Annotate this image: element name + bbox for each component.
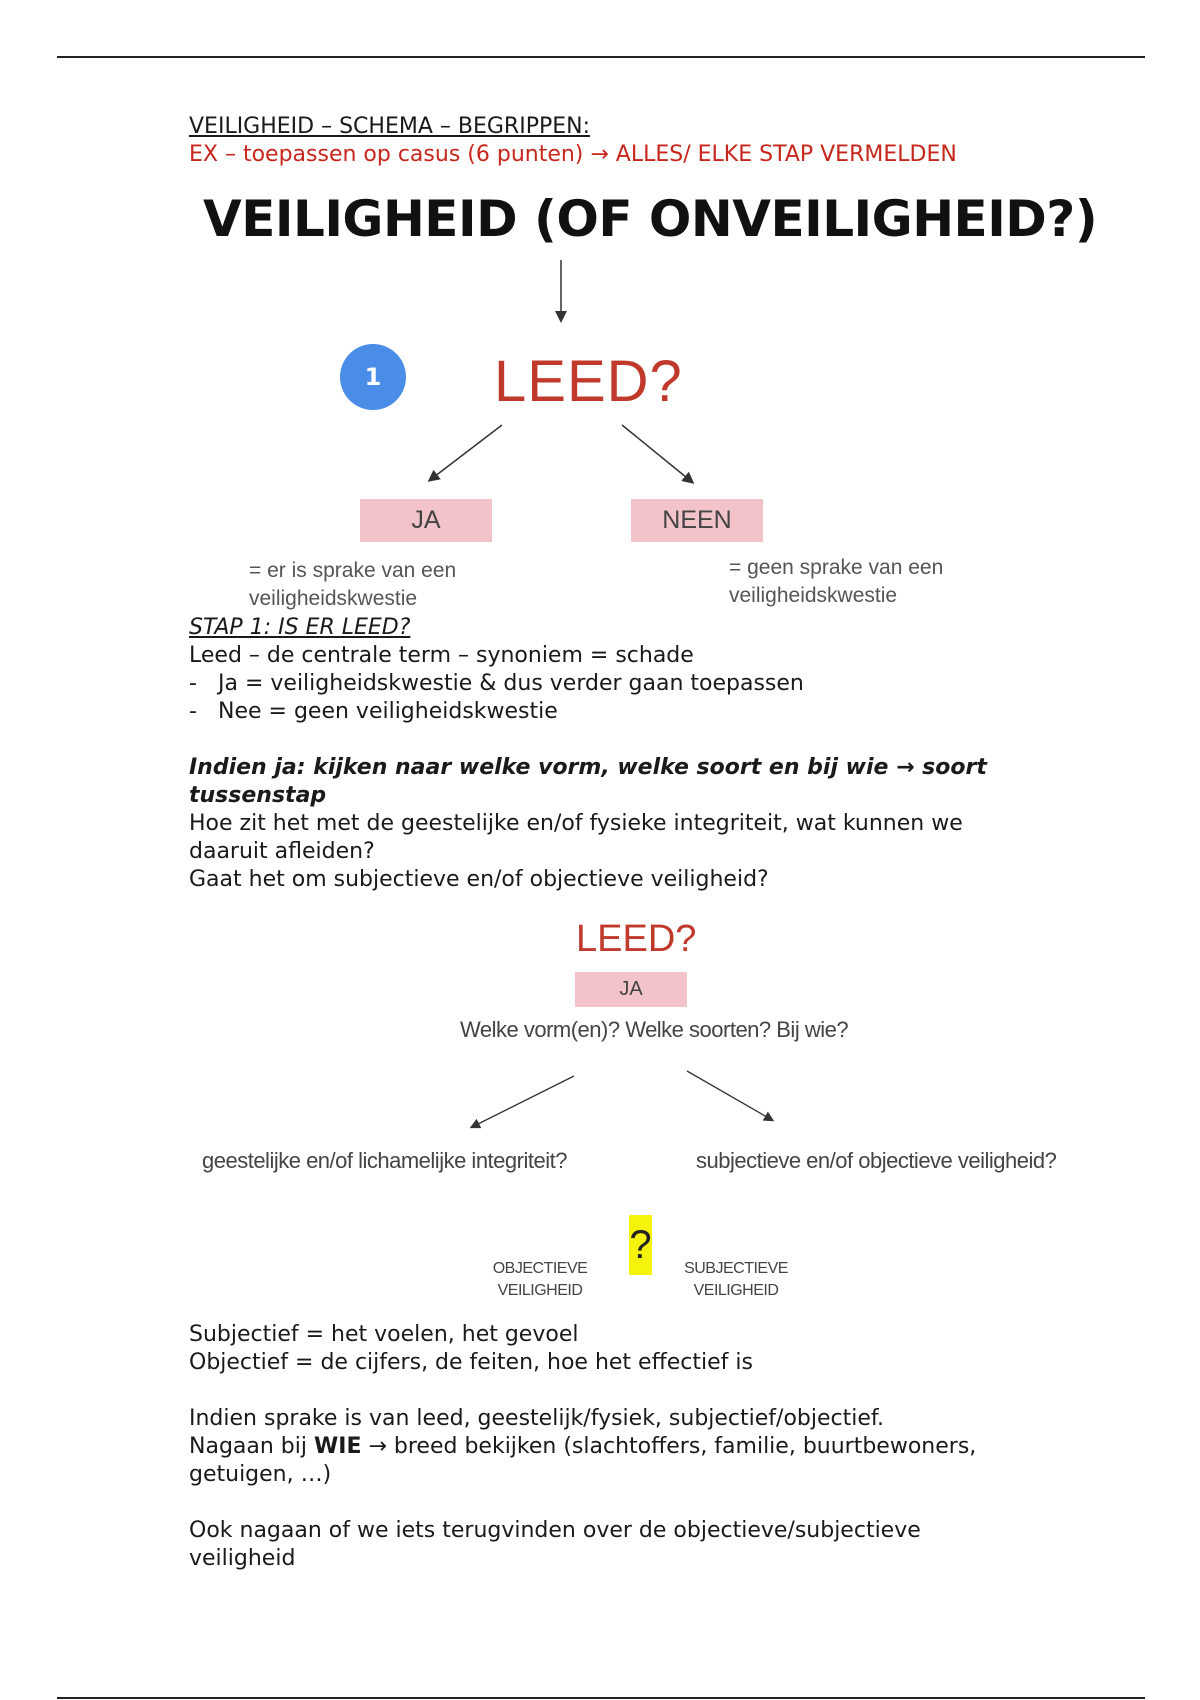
- arrow-to-ja: [430, 425, 502, 480]
- ja-box: JA: [360, 499, 492, 542]
- diagram-main-title: VEILIGHEID (OF ONVEILIGHEID?): [203, 190, 1098, 248]
- list-item: - Nee = geen veiligheidskwestie: [189, 699, 558, 724]
- leed-question: LEED?: [494, 349, 683, 414]
- subjective-label: [680, 1258, 792, 1302]
- neen-note-line1: = geen sprake van een: [729, 556, 944, 579]
- subjective-line1: SUBJECTIEVE: [684, 1260, 788, 1277]
- arrow-to-integriteit: [472, 1076, 574, 1127]
- def-objectief: Objectief = de cijfers, de feiten, hoe het effectief is: [189, 1350, 753, 1375]
- closing-line2-bold: WIE: [314, 1434, 362, 1459]
- closing-line2-pre: Nagaan bij: [189, 1434, 314, 1459]
- bullet-text: Nee = geen veiligheidskwestie: [218, 699, 558, 724]
- objective-label: [484, 1258, 596, 1302]
- neen-note-line2: veiligheidskwestie: [729, 584, 898, 607]
- ja-note: [249, 557, 456, 613]
- step1-definition: Leed – de centrale term – synoniem = schade: [189, 643, 694, 668]
- list-item: - Ja = veiligheidskwestie & dus verder gaan toepassen: [189, 671, 804, 696]
- step-number-badge: 1: [340, 344, 406, 410]
- arrow-to-veiligheid: [687, 1071, 772, 1120]
- bottom-rule: [57, 1697, 1145, 1699]
- ja-box-2: JA: [575, 972, 687, 1007]
- closing-line3: getuigen, …): [189, 1462, 332, 1487]
- neen-note: [729, 554, 943, 610]
- bullet-text: Ja = veiligheidskwestie & dus verder gaan toepassen: [218, 671, 804, 696]
- closing-line2-post: → breed bekijken (slachtoffers, familie, buurtbewoners,: [361, 1434, 977, 1459]
- question-mark-highlight: ?: [629, 1215, 652, 1275]
- para1-line2: daaruit afleiden?: [189, 839, 375, 864]
- sub-question: Welke vorm(en)? Welke soorten? Bij wie?: [460, 1017, 849, 1042]
- step1-title: STAP 1: IS ER LEED?: [189, 615, 411, 640]
- neen-box: NEEN: [631, 499, 763, 542]
- leed-question-2: LEED?: [576, 918, 697, 960]
- step1-block: [189, 614, 987, 894]
- right-branch-label: subjectieve en/of objectieve veiligheid?: [696, 1148, 1057, 1173]
- objective-line2: VEILIGHEID: [497, 1282, 583, 1299]
- closing-line1: Indien sprake is van leed, geestelijk/fysiek, subjectief/objectief.: [189, 1406, 885, 1431]
- arrow-to-neen: [622, 425, 692, 482]
- left-branch-label: geestelijke en/of lichamelijke integriteit?: [202, 1148, 567, 1173]
- ja-note-line1: = er is sprake van een: [249, 559, 457, 582]
- exam-note: EX – toepassen op casus (6 punten) → ALLES/ ELKE STAP VERMELDEN: [189, 142, 957, 167]
- closing-line5: veiligheid: [189, 1546, 296, 1571]
- para1-line1: Hoe zit het met de geestelijke en/of fysieke integriteit, wat kunnen we: [189, 811, 963, 836]
- para2: Gaat het om subjectieve en/of objectieve veiligheid?: [189, 867, 769, 892]
- subjective-line2: VEILIGHEID: [693, 1282, 779, 1299]
- closing-line2: [189, 1433, 976, 1461]
- indien-ja-line1: Indien ja: kijken naar welke vorm, welke soort en bij wie → soort: [189, 755, 987, 780]
- objective-line1: OBJECTIEVE: [492, 1260, 588, 1277]
- closing-line4: Ook nagaan of we iets terugvinden over de objectieve/subjectieve: [189, 1518, 921, 1543]
- closing-block: [189, 1321, 976, 1573]
- def-subjectief: Subjectief = het voelen, het gevoel: [189, 1322, 579, 1347]
- page-title: VEILIGHEID – SCHEMA – BEGRIPPEN:: [189, 114, 590, 139]
- ja-note-line2: veiligheidskwestie: [249, 587, 418, 610]
- indien-ja-line2: tussenstap: [189, 783, 327, 808]
